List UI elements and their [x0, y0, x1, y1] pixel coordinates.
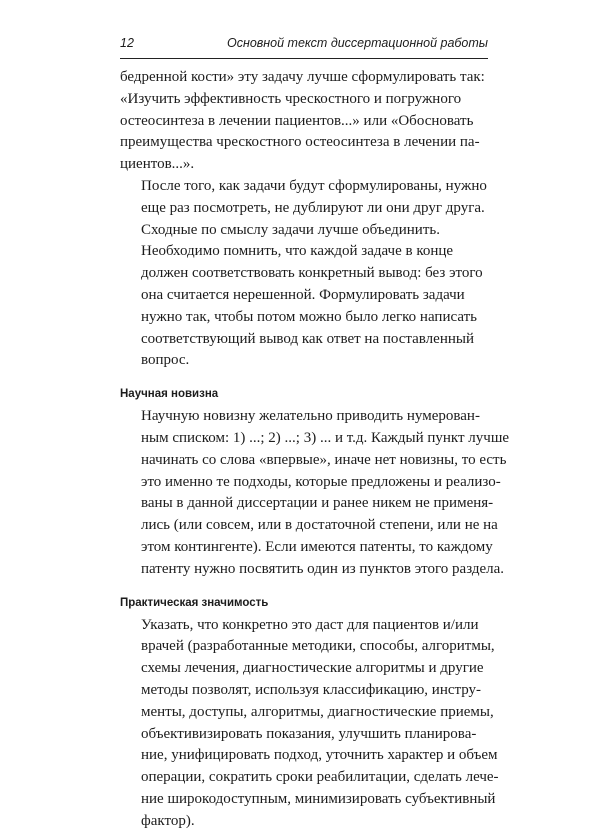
text-line: лись (или совсем, или в достаточной степени, или не на — [141, 517, 498, 534]
text-line: менты, доступы, алгоритмы, диагностические приемы, — [141, 703, 494, 720]
section-heading-practical: Практическая значимость — [120, 596, 269, 609]
text-line: остеосинтеза в лечении пациентов...» или «Обосновать — [120, 112, 474, 129]
running-title: Основной текст диссертационной работы — [226, 36, 488, 50]
header-rule — [120, 58, 488, 59]
text-line: ние, унифицировать подход, уточнить характер и объем — [141, 747, 498, 764]
text-line: ваны в данной диссертации и ранее никем не применя- — [141, 495, 494, 512]
text-line: патенту нужно посвятить один из пунктов этого раздела. — [141, 560, 505, 577]
text-line: Сходные по смыслу задачи лучше объединить. — [141, 221, 440, 238]
text-line: преимущества чрескостного остеосинтеза в лечении па- — [120, 134, 480, 151]
text-line: должен соответствовать конкретный вывод: без этого — [141, 265, 483, 282]
text-line: нужно так, чтобы потом можно было легко написать — [141, 308, 477, 325]
text-line: ным списком: 1) ...; 2) ...; 3) ... и т.д. Каждый пункт лучше — [141, 429, 510, 446]
text-line: «Изучить эффективность чрескостного и погружного — [120, 90, 462, 107]
text-line: фактор). — [141, 812, 195, 829]
text-line: Научную новизну желательно приводить нумерован- — [141, 408, 480, 425]
text-line: еще раз посмотреть, не дублируют ли они друг друга. — [141, 199, 485, 216]
paragraph-task-conclusion — [120, 241, 488, 372]
text-line: ние широкодоступным, минимизировать субъективный — [141, 790, 496, 807]
text-line: врачей (разработанные методики, способы, алгоритмы, — [141, 638, 495, 655]
text-line: она считается нерешенной. Формулировать задачи — [141, 286, 465, 303]
text-line: После того, как задачи будут сформулированы, нужно — [141, 177, 487, 194]
text-line: Необходимо помнить, что каждой задаче в конце — [141, 243, 454, 260]
section-heading-novelty: Научная новизна — [120, 388, 219, 401]
text-line: схемы лечения, диагностические алгоритмы и другие — [141, 660, 484, 677]
text-line: начинать со слова «впервые», иначе нет новизны, то есть — [141, 451, 507, 468]
paragraph-practical — [120, 615, 499, 833]
text-line: вопрос. — [141, 352, 190, 369]
page-number: 12 — [120, 36, 134, 50]
paragraph-continuation — [120, 67, 488, 176]
text-line: методы позволят, используя классификацию, инстру- — [141, 681, 482, 698]
paragraph-merge-tasks — [120, 176, 488, 241]
page-body — [120, 67, 510, 833]
text-line: это именно те подходы, которые предложены и реализо- — [141, 473, 501, 490]
text-line: операции, сократить сроки реабилитации, сделать лече- — [141, 769, 499, 786]
text-line: бедренной кости» эту задачу лучше сформулировать так: — [120, 69, 485, 85]
text-line: Указать, что конкретно это даст для пациентов и/или — [141, 616, 479, 633]
text-line: соответствующий вывод как ответ на поставленный — [141, 330, 474, 347]
text-line: объективизировать показания, улучшить планирова- — [141, 725, 477, 742]
text-line: этом контингенте). Если имеются патенты, то каждому — [141, 538, 493, 555]
paragraph-novelty — [120, 406, 510, 580]
running-header — [120, 36, 488, 58]
text-line: циентов...». — [120, 156, 195, 173]
